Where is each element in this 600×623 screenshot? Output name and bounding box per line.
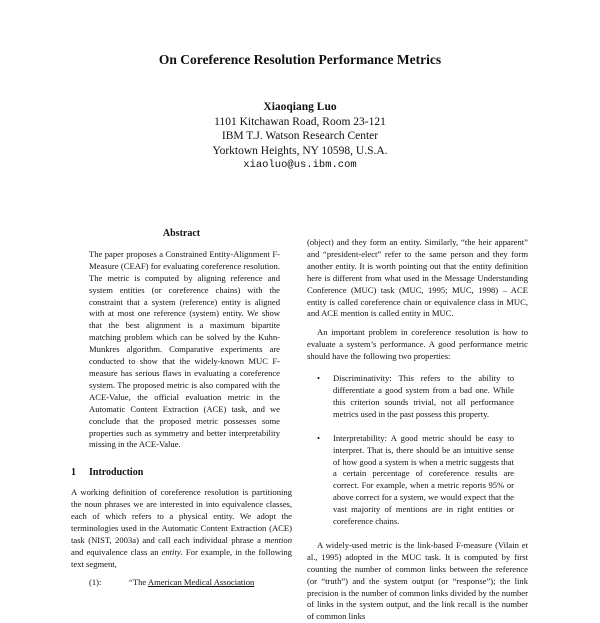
author-address-line: Yorktown Heights, NY 10598, U.S.A. (212, 144, 388, 157)
right-column (307, 237, 528, 623)
term-entity: entity (161, 546, 181, 557)
term-mention: mention (264, 534, 292, 545)
abstract-text: The paper proposes a Constrained Entity-Alignment F-Measure (CEAF) for evaluating coreference resolution. The metric is computed by aligning reference and system entities (or coreference chains) with the constraint that a system (reference) entity is aligned with at most one reference (system) entity. We show that the best alignment is a maximum bipartite matching problem which can be solved by the Kuhn-Munkres algorithm. Comparative experiments are conducted to show that the widely-known MUC F-measure has serious flaws in evaluating a coreference system. The proposed metric is also compared with the ACE-Value, the official evaluation metric in the Automatic Content Extraction (ACE) task, and we conclude that the proposed metric possesses some properties such as symmetry and better interpretability missing in the ACE-Value. (89, 248, 280, 450)
author-block (0, 100, 600, 173)
author-email: xiaoluo@us.ibm.com (243, 159, 357, 171)
body-paragraph: (object) and they form an entity. Similarly, “the heir apparent” and “president-elect” refer to the same person and they form another entity. It is worth pointing out that the entity definition here is different from what used in the Message Understanding Conference (MUC) task (MUC, 1995; MUC, 1998) – ACE entity is called coreference chain or equivalence class in MUC, and ACE mention is called entity in MUC. (307, 237, 528, 319)
body-paragraph: An important problem in coreference resolution is how to evaluate a system’s performance. A good performance metric should have the following two properties: (307, 327, 528, 362)
section-heading (71, 467, 292, 479)
author-name: Xiaoqiang Luo (263, 101, 337, 113)
example-label: (1): (89, 576, 102, 587)
abstract-heading: Abstract (162, 228, 201, 239)
example-quote-open: “The (129, 576, 148, 587)
example-mention: American Medical Association (147, 576, 255, 587)
example-segment (71, 577, 292, 589)
list-item (317, 373, 514, 421)
intro-text: A working definition of coreference resolution is partitioning the noun phrases we are interested in into equivalence classes, each of which refers to a physical entity. We adopt the terminologies used in the Automatic Content Extraction (ACE) task (NIST, 2003a) and call each individual phrase a (71, 487, 292, 545)
intro-text: . For example, in the following text segment, (71, 546, 292, 569)
section-number: 1 (71, 467, 76, 479)
list-item-text: Discriminativity: This refers to the ability to differentiate a good system from a bad one. While this criterion sounds trivial, not all performance metrics used in the past possess this property. (333, 373, 514, 419)
bullet-icon: • (317, 373, 321, 384)
section-title: Introduction (89, 467, 144, 479)
list-item-text: Interpretability: A good metric should be easy to interpret. That is, there should be an intuitive sense of how good a system is when a metric suggests that a certain percentage of coreference results are correct. For example, when a metric reports 95% or above correct for a system, we would expect that the vast majority of mentions are in right entities or coreference chains. (333, 432, 514, 527)
bullet-icon: • (317, 432, 321, 443)
intro-paragraph (71, 487, 292, 570)
paper-title: On Coreference Resolution Performance Metrics (158, 52, 442, 67)
intro-text: and equivalence class an (71, 546, 162, 557)
properties-list (307, 373, 528, 528)
left-column (71, 228, 292, 588)
author-address-line: 1101 Kitchawan Road, Room 23-121 (214, 115, 386, 128)
body-paragraph: A widely-used metric is the link-based F-measure (Vilain et al., 1995) adopted in the MUC task. It is computed by first counting the number of common links between the reference (or “truth”) and the system output (or “response”); the link precision is the number of common links divided by the number of links in the system output, and the link recall is the number of common links (307, 539, 528, 622)
author-address-line: IBM T.J. Watson Research Center (221, 130, 379, 142)
list-item (317, 433, 514, 528)
